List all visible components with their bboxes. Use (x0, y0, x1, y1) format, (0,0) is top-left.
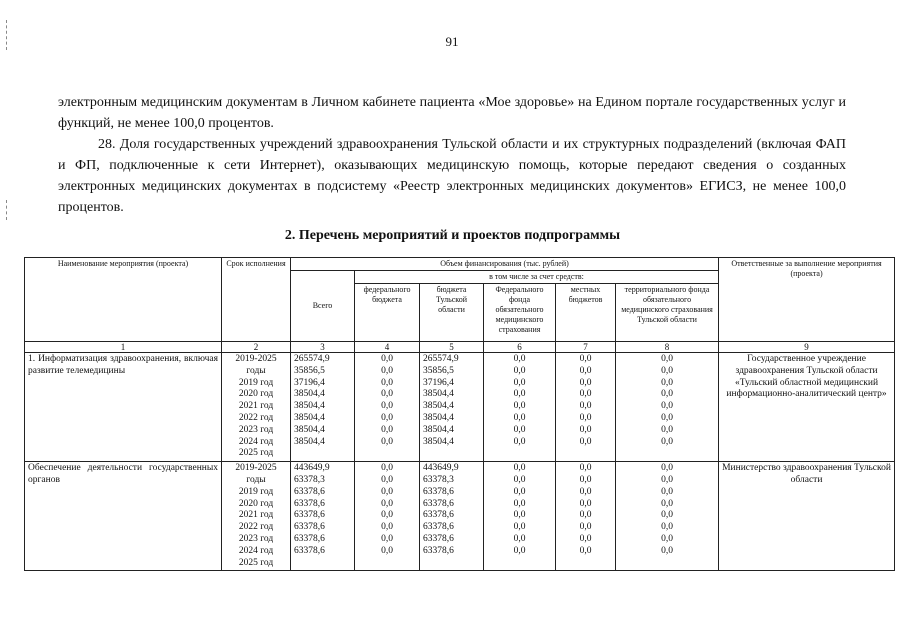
amount-value: 0,0 (381, 377, 393, 388)
header-name: Наименование мероприятия (проекта) (25, 258, 222, 342)
amount-value: 63378,6 (294, 510, 325, 521)
amount-value: 0,0 (661, 354, 673, 364)
amount-value: 0,0 (661, 474, 673, 485)
column-number: 5 (420, 342, 484, 353)
amount-value: 38504,4 (423, 401, 454, 412)
amount-value: 0,0 (661, 377, 673, 388)
amount-value: 63378,6 (423, 545, 454, 556)
amount-value: 0,0 (513, 510, 526, 521)
amount-value: 443649,9 (294, 463, 330, 474)
amount-value: 63378,6 (294, 486, 325, 497)
column-local-values (556, 353, 616, 462)
amount-value: 0,0 (579, 522, 592, 533)
amount-value: 0,0 (513, 498, 526, 509)
amount-value: 63378,6 (294, 498, 325, 509)
amount-value: 0,0 (579, 545, 592, 556)
column-term-values (222, 353, 291, 462)
column-total-values (291, 462, 355, 571)
amount-value: 63378,6 (294, 545, 325, 556)
amount-value: 0,0 (381, 389, 393, 400)
column-local-values (556, 462, 616, 571)
header-total: Всего (291, 271, 355, 342)
column-federal-values (355, 462, 420, 571)
term-value: 2020 год (238, 389, 274, 400)
amount-value: 0,0 (661, 533, 673, 544)
amount-value: 0,0 (579, 533, 592, 544)
column-numbers-row (25, 342, 895, 353)
term-value: 2025 год (238, 448, 274, 459)
activity-name: Обеспечение деятельности государственных органов (25, 462, 222, 571)
amount-value: 0,0 (579, 354, 592, 364)
amount-value: 0,0 (513, 377, 526, 388)
activity-name: 1. Информатизация здравоохранения, включая развитие телемедицины (25, 353, 222, 462)
amount-value: 0,0 (381, 474, 393, 485)
header-local: местных бюджетов (556, 284, 616, 342)
column-number: 7 (556, 342, 616, 353)
amount-value: 0,0 (513, 401, 526, 412)
amount-value: 63378,6 (423, 510, 454, 521)
term-value: 2021 год (238, 510, 274, 521)
amount-value: 0,0 (381, 365, 393, 376)
header-federal: федерального бюджета (355, 284, 420, 342)
amount-value: 0,0 (661, 365, 673, 376)
header-oms-fund: Федерального фонда обязательного медицинского страхования (484, 284, 556, 342)
amount-value: 63378,3 (294, 474, 325, 485)
activity-row (25, 353, 895, 462)
amount-value: 265574,9 (423, 354, 459, 364)
amount-value: 0,0 (513, 486, 526, 497)
paragraph-item-28: 28. Доля государственных учреждений здравоохранения Тульской области и их структурных подразделений (включая ФАП и ФП, подключенные к сети Интернет), оказывающих медицинскую помощь, которые передают сведения о созданных электронных медицинских документах в подсистему «Реестр электронных медицинских документов» ЕГИСЗ, не менее 100,0 процентов. (58, 137, 846, 215)
term-value: 2022 год (238, 412, 274, 423)
amount-value: 0,0 (579, 486, 592, 497)
amount-value: 0,0 (513, 389, 526, 400)
amount-value: 265574,9 (294, 354, 330, 364)
amount-value: 0,0 (381, 412, 393, 423)
amount-value: 0,0 (661, 412, 673, 423)
amount-value: 0,0 (661, 401, 673, 412)
amount-value: 0,0 (579, 463, 592, 474)
amount-value: 0,0 (513, 424, 526, 435)
paragraph-continuation: электронным медицинским документам в Личном кабинете пациента «Мое здоровье» на Едином портале государственных услуг и функций, не менее 100,0 процентов. (58, 95, 846, 131)
amount-value: 38504,4 (294, 389, 325, 400)
column-regional-values (420, 353, 484, 462)
term-value: 2020 год (238, 498, 274, 509)
header-term: Срок исполнения (222, 258, 291, 342)
page-number: 91 (445, 34, 459, 49)
amount-value: 38504,4 (294, 401, 325, 412)
amount-value: 0,0 (513, 545, 526, 556)
amount-value: 35856,5 (294, 365, 325, 376)
term-value: 2023 год (238, 424, 274, 435)
amount-value: 0,0 (661, 545, 673, 556)
column-number: 3 (291, 342, 355, 353)
amount-value: 0,0 (513, 522, 526, 533)
amount-value: 35856,5 (423, 365, 454, 376)
scan-margin-mark (6, 200, 8, 220)
header-regional: бюджета Тульской области (420, 284, 484, 342)
amount-value: 0,0 (381, 510, 393, 521)
amount-value: 0,0 (579, 424, 592, 435)
amount-value: 0,0 (579, 377, 592, 388)
scan-margin-mark (6, 20, 8, 50)
term-value: 2019 год (238, 377, 274, 388)
amount-value: 443649,9 (423, 463, 459, 474)
amount-value: 38504,4 (423, 412, 454, 423)
amount-value: 0,0 (661, 498, 673, 509)
amount-value: 0,0 (579, 510, 592, 521)
amount-value: 0,0 (381, 545, 393, 556)
column-federal-values (355, 353, 420, 462)
header-including: в том числе за счет средств: (355, 271, 719, 284)
amount-value: 0,0 (513, 533, 526, 544)
amount-value: 0,0 (661, 510, 673, 521)
amount-value: 63378,6 (294, 522, 325, 533)
column-number: 9 (719, 342, 895, 353)
amount-value: 0,0 (513, 365, 526, 376)
amount-value: 63378,6 (423, 486, 454, 497)
amount-value: 0,0 (381, 436, 393, 447)
column-regional-values (420, 462, 484, 571)
header-territorial: территориального фонда обязательного медицинского страхования Тульской области (616, 284, 719, 342)
amount-value: 0,0 (381, 486, 393, 497)
amount-value: 0,0 (661, 424, 673, 435)
amount-value: 0,0 (579, 401, 592, 412)
amount-value: 63378,3 (423, 474, 454, 485)
term-value: 2023 год (238, 533, 274, 544)
amount-value: 0,0 (381, 354, 393, 364)
amount-value: 38504,4 (294, 436, 325, 447)
amount-value: 0,0 (579, 436, 592, 447)
amount-value: 0,0 (579, 498, 592, 509)
amount-value: 38504,4 (423, 436, 454, 447)
amount-value: 38504,4 (423, 424, 454, 435)
amount-value: 37196,4 (423, 377, 454, 388)
amount-value: 63378,6 (423, 498, 454, 509)
amount-value: 38504,4 (294, 424, 325, 435)
term-value: 2024 год (238, 436, 274, 447)
term-value: 2019-2025 годы (235, 463, 277, 485)
amount-value: 0,0 (513, 354, 526, 364)
column-number: 6 (484, 342, 556, 353)
column-number: 8 (616, 342, 719, 353)
amount-value: 0,0 (579, 389, 592, 400)
amount-value: 0,0 (381, 401, 393, 412)
amount-value: 0,0 (513, 412, 526, 423)
amount-value: 0,0 (661, 463, 673, 474)
amount-value: 0,0 (381, 424, 393, 435)
amount-value: 0,0 (579, 474, 592, 485)
amount-value: 0,0 (513, 463, 526, 474)
amount-value: 38504,4 (423, 389, 454, 400)
amount-value: 0,0 (381, 463, 393, 474)
column-oms-fund-values (484, 353, 556, 462)
amount-value: 0,0 (381, 533, 393, 544)
amount-value: 0,0 (661, 486, 673, 497)
amount-value: 0,0 (661, 389, 673, 400)
amount-value: 63378,6 (294, 533, 325, 544)
term-value: 2024 год (238, 545, 274, 556)
term-value: 2022 год (238, 522, 274, 533)
term-value: 2019 год (238, 486, 274, 497)
amount-value: 38504,4 (294, 412, 325, 423)
term-value: 2019-2025 годы (235, 354, 277, 376)
column-number: 4 (355, 342, 420, 353)
header-funding: Объем финансирования (тыс. рублей) (291, 258, 719, 271)
activity-responsible: Государственное учреждение здравоохранения Тульской области «Тульский областной медицинский информационно-аналитический центр» (719, 353, 895, 462)
column-number: 2 (222, 342, 291, 353)
term-value: 2021 год (238, 401, 274, 412)
column-territorial-values (616, 353, 719, 462)
column-number: 1 (25, 342, 222, 353)
amount-value: 37196,4 (294, 377, 325, 388)
activity-row (25, 462, 895, 571)
amount-value: 0,0 (661, 522, 673, 533)
activity-responsible: Министерство здравоохранения Тульской области (719, 462, 895, 571)
column-oms-fund-values (484, 462, 556, 571)
column-term-values (222, 462, 291, 571)
section-title: 2. Перечень мероприятий и проектов подпрограммы (284, 228, 621, 243)
amount-value: 0,0 (513, 474, 526, 485)
amount-value: 63378,6 (423, 533, 454, 544)
amount-value: 0,0 (661, 436, 673, 447)
amount-value: 0,0 (579, 412, 592, 423)
amount-value: 0,0 (381, 498, 393, 509)
amount-value: 0,0 (381, 522, 393, 533)
amount-value: 0,0 (513, 436, 526, 447)
activities-table (24, 257, 895, 571)
amount-value: 0,0 (579, 365, 592, 376)
column-total-values (291, 353, 355, 462)
column-territorial-values (616, 462, 719, 571)
header-responsible: Ответственные за выполнение мероприятия (проекта) (719, 258, 895, 342)
amount-value: 63378,6 (423, 522, 454, 533)
term-value: 2025 год (238, 557, 274, 568)
